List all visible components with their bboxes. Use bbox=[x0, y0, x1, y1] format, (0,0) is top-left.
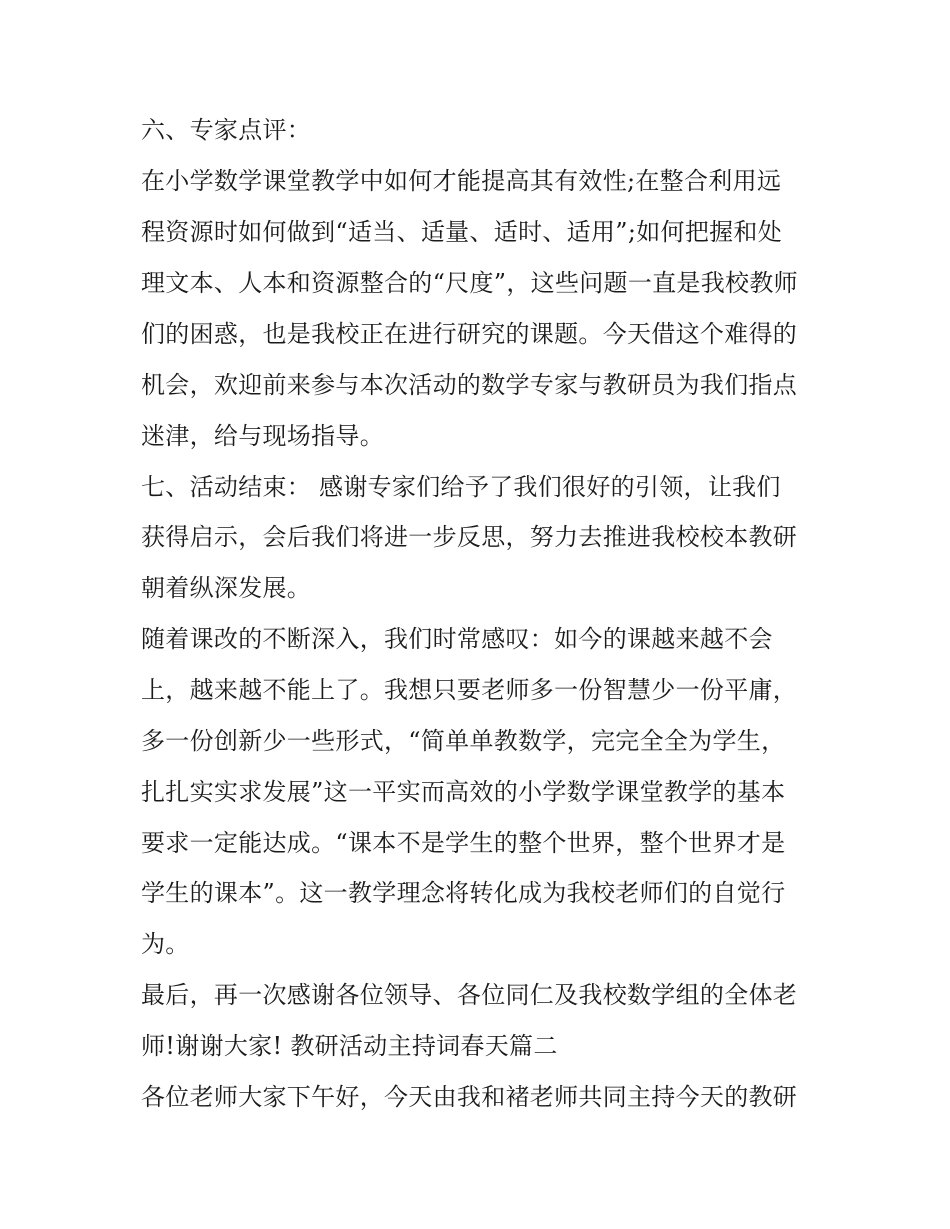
text-line: 机会，欢迎前来参与本次活动的数学专家与教研员为我们指点 bbox=[141, 371, 798, 399]
text-line: 程资源时如何做到“适当、适量、适时、适用”;如何把握和处 bbox=[141, 218, 783, 246]
text-line: 在小学数学课堂教学中如何才能提高其有效性;在整合利用远 bbox=[141, 167, 782, 195]
text-line: 理文本、人本和资源整合的“尺度”，这些问题一直是我校教师 bbox=[141, 269, 798, 297]
text-line: 师!谢谢大家! 教研活动主持词春天篇二 bbox=[141, 1032, 558, 1060]
text-line: 为。 bbox=[141, 930, 190, 958]
text-line: 们的困惑，也是我校正在进行研究的课题。今天借这个难得的 bbox=[141, 320, 798, 348]
text-line: 朝着纵深发展。 bbox=[141, 574, 312, 602]
text-line: 随着课改的不断深入，我们时常感叹：如今的课越来越不会 bbox=[141, 625, 773, 653]
text-line: 上，越来越不能上了。我想只要老师多一份智慧少一份平庸， bbox=[141, 676, 798, 704]
text-line: 迷津，给与现场指导。 bbox=[141, 422, 384, 450]
text-line: 七、活动结束： 感谢专家们给予了我们很好的引领，让我们 bbox=[141, 473, 781, 501]
text-line: 学生的课本”。这一教学理念将转化成为我校老师们的自觉行 bbox=[141, 879, 786, 907]
text-line: 最后，再一次感谢各位领导、各位同仁及我校数学组的全体老 bbox=[141, 981, 798, 1009]
text-line: 获得启示，会后我们将进一步反思，努力去推进我校校本教研 bbox=[141, 523, 798, 551]
text-line: 多一份创新少一些形式，“简单单教数学，完完全全为学生， bbox=[141, 727, 786, 755]
text-line: 扎扎实实求发展”这一平实而高效的小学数学课堂教学的基本 bbox=[141, 778, 786, 806]
text-line: 各位老师大家下午好，今天由我和褚老师共同主持今天的教研 bbox=[141, 1083, 798, 1111]
text-line: 要求一定能达成。“课本不是学生的整个世界，整个世界才是 bbox=[141, 829, 786, 857]
text-line: 六、专家点评： bbox=[141, 116, 312, 144]
